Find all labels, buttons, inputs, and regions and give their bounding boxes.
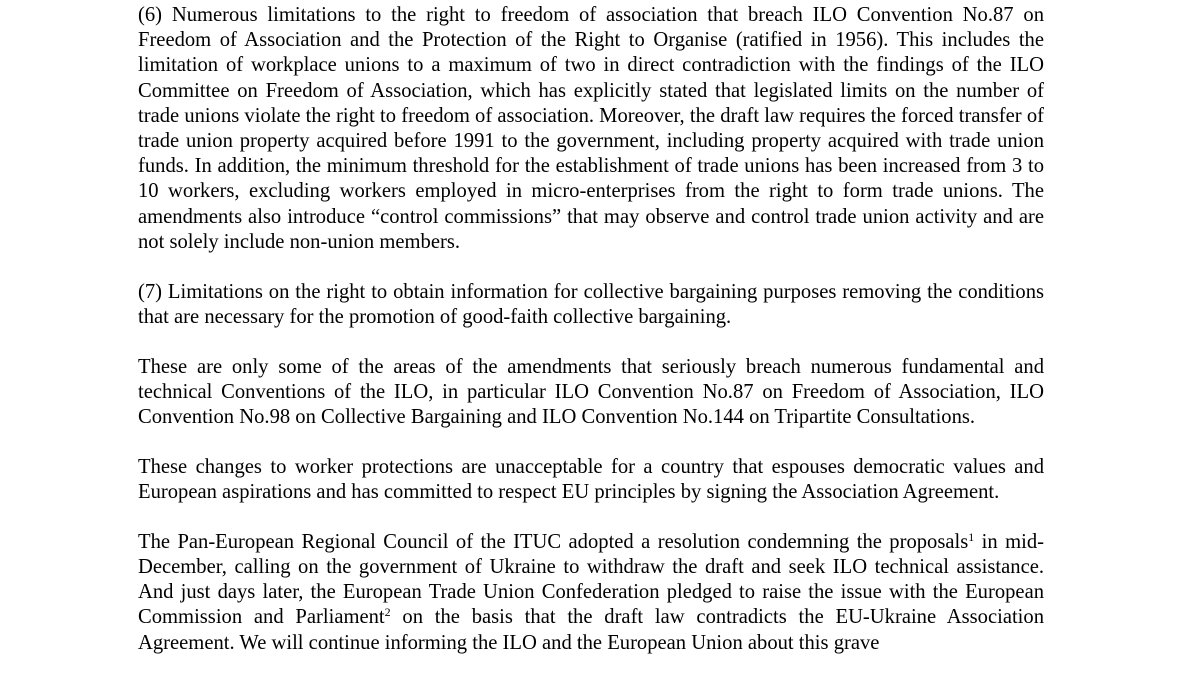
ituc-text-part-1: The Pan-European Regional Council of the ITUC adopted a resolution condemning the proposals xyxy=(138,530,969,553)
footnote-marker-1: 1 xyxy=(968,529,975,544)
paragraph-limitations-association: (6) Numerous limitations to the right to freedom of association that breach ILO Convention No.87 on Freedom of Association and the Protection of the Right to Organise (ratified in 1956). This includes the limitation of workplace unions to a maximum of two in direct contradiction with the findings of the ILO Committee on Freedom of Association, which has explicitly stated that legislated limits on the number of trade unions violate the right to freedom of association. Moreover, the draft law requires the forced transfer of trade union property acquired before 1991 to the government, including property acquired with trade union funds. In addition, the minimum threshold for the establishment of trade unions has been increased from 3 to 10 workers, excluding workers employed in micro-enterprises from the right to form trade unions. The amendments also introduce “control commissions” that may observe and control trade union activity and are not solely include non-union members. xyxy=(138,4,1044,253)
paragraph-worker-protections: These changes to worker protections are unacceptable for a country that espouses democratic values and European aspirations and has committed to respect EU principles by signing the Association Agreement. xyxy=(138,455,1044,504)
ituc-text-part-2: in mid-December, calling on the government of Ukraine to withdraw the draft and seek ILO technical assistance. And just days later, the European Trade Union Confederation pledged to raise the issue with the European Commission and Parliament xyxy=(138,530,1044,629)
document-body xyxy=(138,3,1044,680)
paragraph-areas-of-amendments: These are only some of the areas of the amendments that seriously breach numerous fundamental and technical Conventions of the ILO, in particular ILO Convention No.87 on Freedom of Association, ILO Convention No.98 on Collective Bargaining and ILO Convention No.144 on Tripartite Consultations. xyxy=(138,355,1044,429)
paragraph-limitations-information: (7) Limitations on the right to obtain information for collective bargaining purposes removing the conditions that are necessary for the promotion of good-faith collective bargaining. xyxy=(138,280,1044,328)
paragraph-ituc-resolution xyxy=(138,530,1044,656)
footnote-marker-2: 2 xyxy=(384,605,391,620)
ituc-text-part-3: on the basis that the draft law contradicts the EU-Ukraine Association Agreement. We will continue informing the ILO and the European Union about this grave xyxy=(138,606,1044,654)
